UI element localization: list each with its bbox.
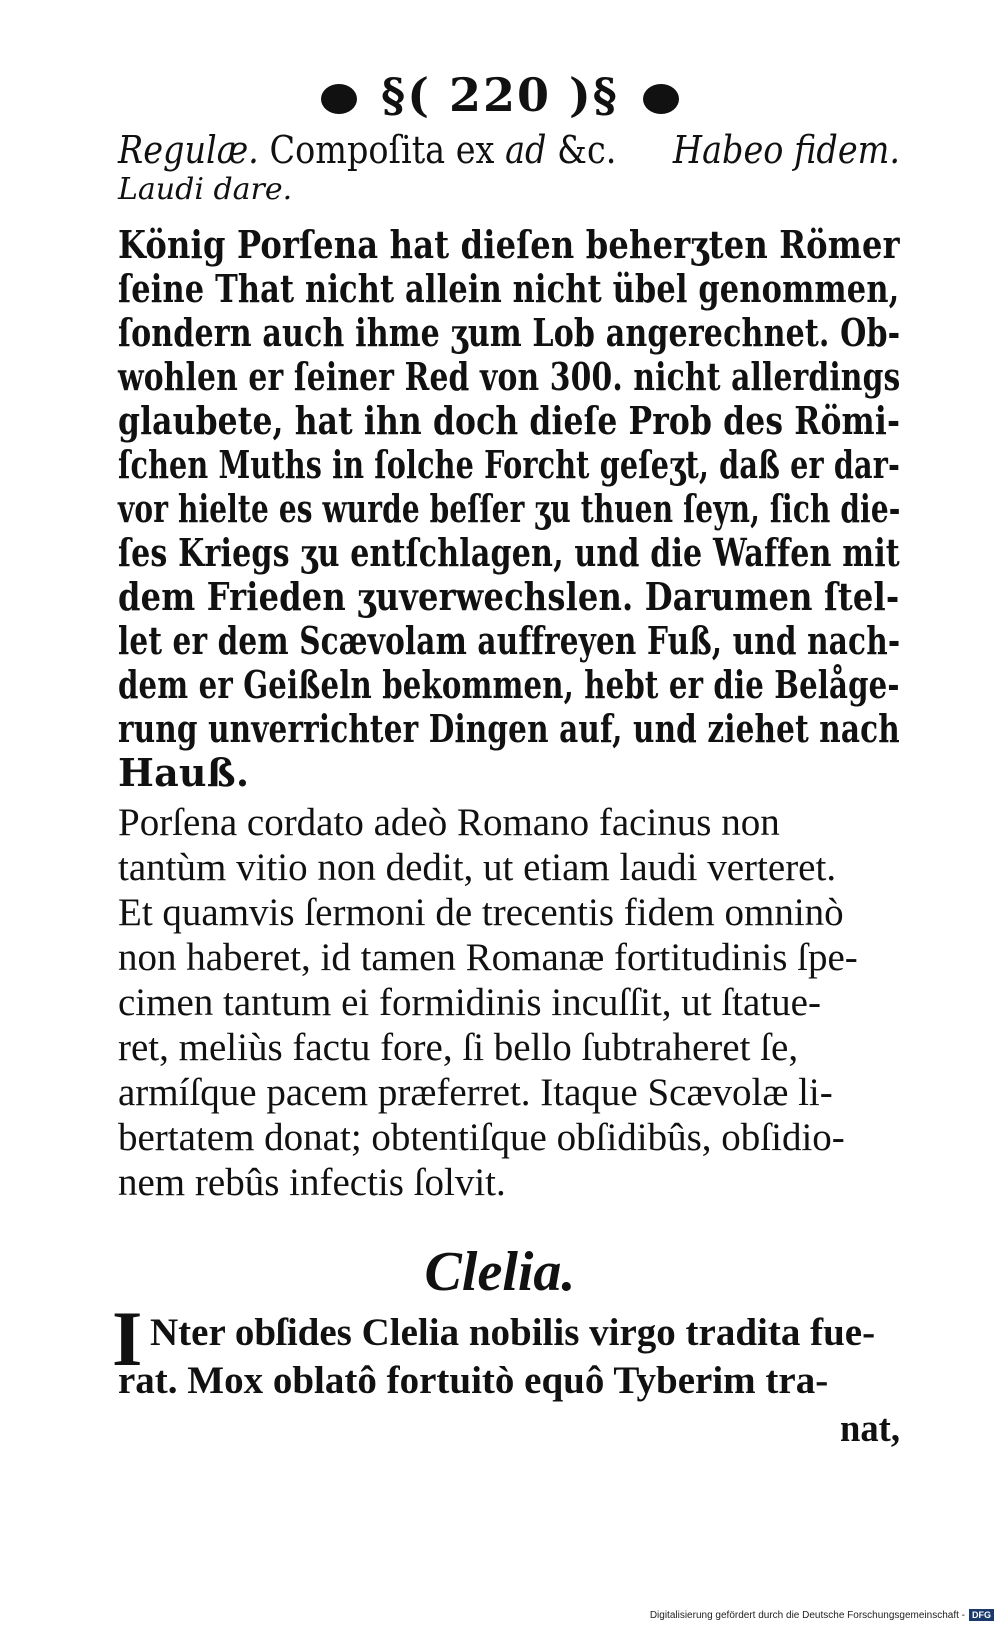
reference-etc: &c. [557,128,617,172]
german-line: ſeine That nicht allein nicht übel genommen, [118,266,900,311]
dfg-logo: DFG [969,1609,994,1621]
page-number: 220 [448,68,552,122]
german-line: rung unverrichter Dingen auf, und ziehet nach [118,706,900,751]
reference-habeo: Habeo fidem. [672,128,901,172]
german-line: glaubete, hat ihn doch dieſe Prob des Römi- [118,398,901,443]
german-line: König Porſena hat dieſen beherʒten Römer [118,222,900,267]
ornament-right-icon [643,84,679,114]
latin-line: ret, meliùs factu fore, ſi bello ſubtraheret ſe, [118,1026,799,1069]
latin-line: Porſena cordato adeò Romano facinus non [118,801,780,844]
latin-line: bertatem donat; obtentiſque obſidibûs, obſidio- [118,1116,845,1159]
page-header [0,68,1000,122]
german-line: ſchen Muths in ſolche Forcht geſeʒt, daß er dar- [118,442,901,487]
latin-line: non haberet, id tamen Romanæ fortitudinis ſpe- [118,936,858,979]
reference-composita: Compoſita ex [269,128,495,172]
latin-line: cimen tantum ei formidinis incuſſit, ut ſtatue- [118,981,821,1024]
german-line: ſondern auch ihme ʒum Lob angerechnet. Ob- [118,310,901,355]
german-line: wohlen er ſeiner Red von 300. nicht allerdings [118,354,901,399]
latin-line: armíſque pacem præferret. Itaque Scævolæ li- [118,1071,833,1114]
latin-line: Et quamvis ſermoni de trecentis fidem omninò [118,891,844,934]
drop-cap: I [112,1295,143,1382]
german-line: dem er Geißeln bekommen, hebt er die Belåge- [118,662,900,707]
reference-regulae: Regulæ. [118,128,259,172]
footer [650,1609,994,1621]
german-line: vor hielte es wurde beſſer ʒu thuen ſeyn, ſich die- [118,486,901,531]
reference-line-2 [118,172,292,207]
reference-ad: ad [505,128,547,172]
clelia-line-2: rat. Mox oblatô fortuitò equô Tyberim tra- [118,1359,829,1402]
german-line: dem Frieden ʒuverwechslen. Darumen ſtel- [118,574,900,619]
german-line: Hauß. [118,750,250,795]
section-heading: Clelia. [424,1241,576,1303]
reference-laudi: Laudi dare. [118,172,293,207]
page-number-close: )§ [569,68,619,122]
ornament-left-icon [321,84,357,114]
page-number-open: §( [381,68,431,122]
latin-line: tantùm vitio non dedit, ut etiam laudi verteret. [118,846,837,889]
reference-line-1 [118,128,900,172]
footer-credit: Digitalisierung gefördert durch die Deutsche Forschungsgemeinschaft - [649,1609,965,1621]
clelia-line-3: nat, [840,1407,900,1450]
latin-line: nem rebûs infectis ſolvit. [118,1161,506,1204]
german-line: ſes Kriegs ʒu entſchlagen, und die Waffen mit [118,530,900,575]
german-line: let er dem Scævolam auffreyen Fuß, und nach- [118,618,901,663]
clelia-line-1: Nter obſides Clelia nobilis virgo tradita fue- [150,1311,876,1354]
